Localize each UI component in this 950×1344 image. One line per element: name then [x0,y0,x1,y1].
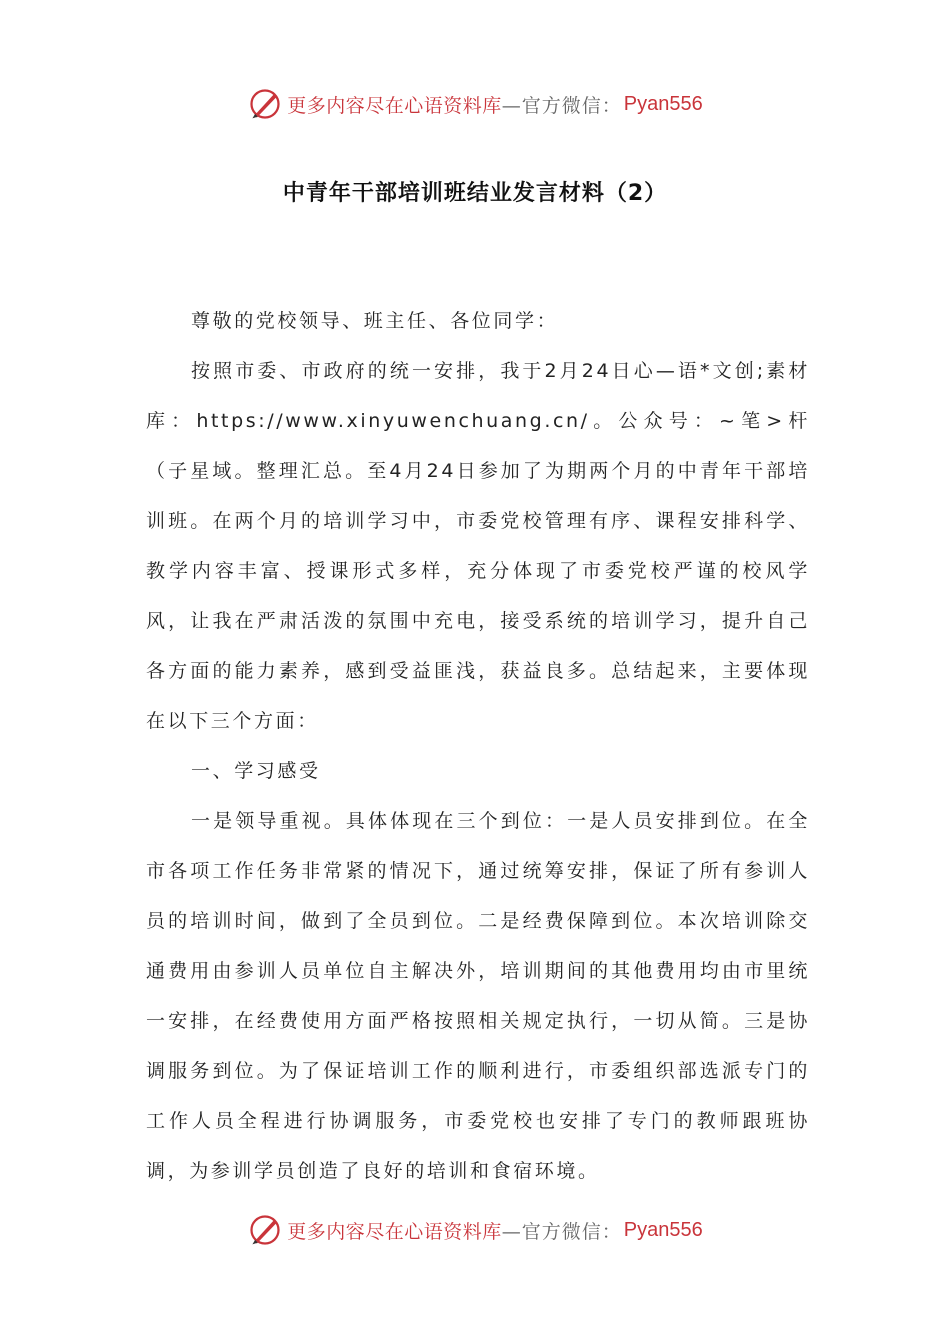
header-watermark [0,82,950,126]
watermark-sub-text: —官方微信： [501,1220,622,1243]
watermark-sub-text: —官方微信： [501,94,622,117]
watermark-wechat-id: Pyan556 [623,92,703,115]
watermark-wechat-id: Pyan556 [623,1218,703,1241]
pen-logo-icon [247,86,283,122]
footer-watermark [0,1208,950,1252]
document-title: 中青年干部培训班结业发言材料（2） [282,181,668,206]
pen-logo-icon [247,1212,283,1248]
document-body [146,296,810,1196]
watermark-main-text: 更多内容尽在心语资料库 [287,94,502,117]
paragraph-leadership: 一是领导重视。具体体现在三个到位：一是人员安排到位。在全市各项工作任务非常紧的情况下，通过统筹安排，保证了所有参训人员的培训时间，做到了全员到位。二是经费保障到位。本次培训除交通费用由参训人员单位自主解决外，培训期间的其他费用均由市里统一安排，在经费使用方面严格按照相关规定执行，一切从简。三是协调服务到位。为了保证培训工作的顺利进行，市委组织部选派专门的工作人员全程进行协调服务，市委党校也安排了专门的教师跟班协调，为参训学员创造了良好的培训和食宿环境。 [146,810,810,1182]
watermark-main-text: 更多内容尽在心语资料库 [287,1220,502,1243]
section-heading: 一、学习感受 [191,760,321,782]
salutation: 尊敬的党校领导、班主任、各位同学： [191,310,559,332]
paragraph-intro: 按照市委、市政府的统一安排，我于2月24日心—语*文创;素材库：https://www.xinyuwenchuang.cn/。公众号：~笔>杆（子星域。整理汇总。至4月24日参加了为期两个月的中青年干部培训班。在两个月的培训学习中，市委党校管理有序、课程安排科学、教学内容丰富、授课形式多样，充分体现了市委党校严谨的校风学风，让我在严肃活泼的氛围中充电，接受系统的培训学习，提升自己各方面的能力素养，感到受益匪浅，获益良多。总结起来，主要体现在以下三个方面： [146,360,810,732]
